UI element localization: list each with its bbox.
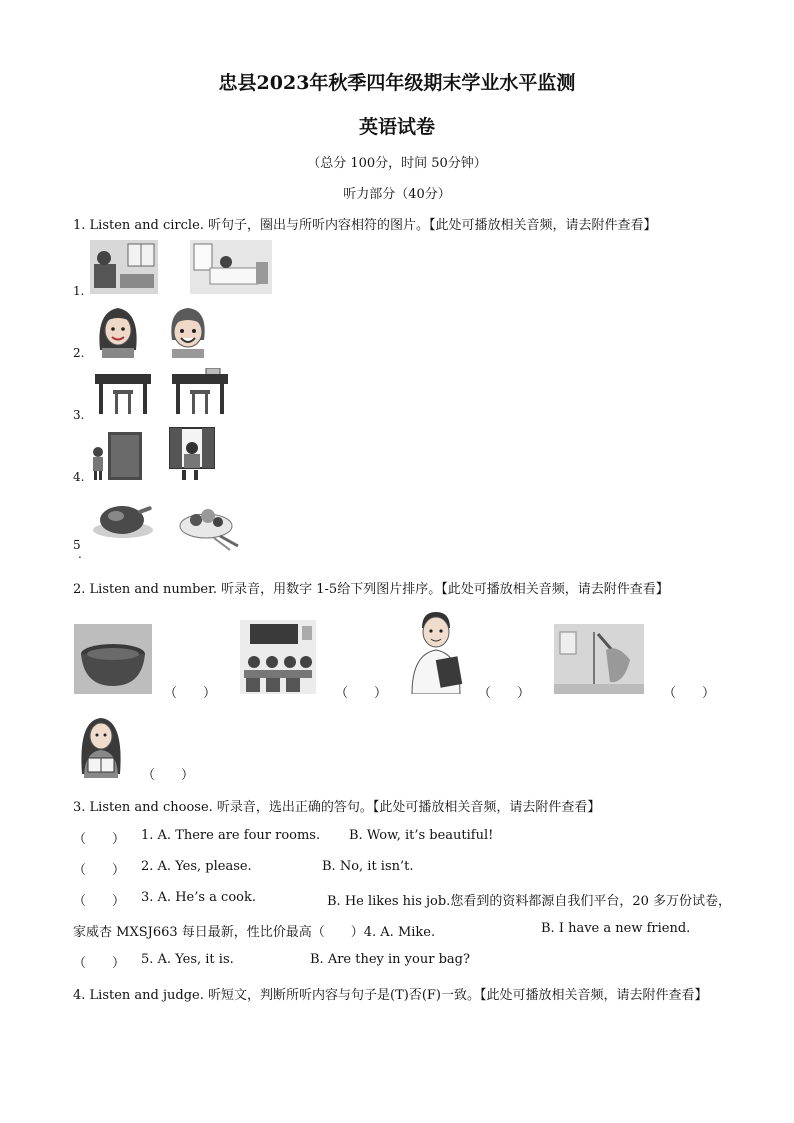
- q4-instruction: 4. Listen and judge. 听短文，判断所听内容与句子是(T)否(F)一致。【此处可播放相关音频，请去附件查看】: [73, 988, 708, 1003]
- q3-answer-blank[interactable]: （ ）: [73, 894, 126, 909]
- section-heading: 听力部分（40分）: [343, 187, 451, 202]
- q2-answer-blank[interactable]: （ ）: [478, 686, 531, 701]
- desk-and-chair-picture: [93, 370, 153, 416]
- soup-bowl-picture: [74, 624, 152, 694]
- q3-option-b: B. He likes his job.您看到的资料都源自我们平台，20 多万份试卷，: [327, 894, 731, 909]
- q3-option-b: B. Are they in your bag?: [310, 952, 470, 967]
- bedroom-picture: [190, 240, 272, 294]
- page-title: 忠县2023年秋季四年级期末学业水平监测: [218, 72, 576, 94]
- q3-answer-blank[interactable]: （ ）: [73, 832, 126, 847]
- q1-item-number: 1.: [73, 284, 85, 298]
- q2-instruction: 2. Listen and number. 听录音，用数字 1-5给下列图片排序。【此处可播放相关音频，请去附件查看】: [73, 582, 669, 597]
- q3-option-b: B. No, it isn’t.: [322, 859, 414, 874]
- q3-option-b: B. I have a new friend.: [541, 921, 691, 936]
- q2-answer-blank[interactable]: （ ）: [164, 686, 217, 701]
- q2-answer-blank[interactable]: （ ）: [663, 686, 716, 701]
- q3-option-a: 5. A. Yes, it is.: [141, 952, 234, 967]
- roast-chicken-picture: [90, 494, 156, 542]
- q3-option-b: B. Wow, it’s beautiful!: [349, 828, 494, 843]
- q2-answer-blank[interactable]: （ ）: [335, 686, 388, 701]
- score-time-info: （总分 100分，时间 50分钟）: [307, 156, 487, 171]
- page-subtitle: 英语试卷: [358, 116, 435, 138]
- living-room-picture: [90, 240, 158, 294]
- q3-answer-blank[interactable]: （ ）: [73, 956, 126, 971]
- q1-item-dot: .: [78, 547, 82, 561]
- q1-item-number: 2.: [73, 346, 85, 360]
- q1-item-number: 3.: [73, 408, 85, 422]
- q2-answer-blank[interactable]: （ ）: [142, 768, 195, 783]
- fruit-plate-picture: [176, 496, 242, 552]
- q3-instruction: 3. Listen and choose. 听录音，选出正确的答句。【此处可播放相关音频，请去附件查看】: [73, 800, 601, 815]
- boy-at-window-picture: [166, 426, 218, 482]
- q3-option-a: 2. A. Yes, please.: [141, 859, 252, 874]
- girl-reading-picture: [76, 714, 126, 780]
- desk-with-box-picture: [170, 368, 230, 416]
- q3-row4-text: 家威杏 MXSJ663 每日最新，性比价最高（ ）4. A. Mike.: [73, 925, 436, 940]
- boy-at-door-picture: [90, 430, 146, 482]
- q3-option-a: 3. A. He’s a cook.: [141, 890, 256, 905]
- q1-item-number: 5: [73, 538, 81, 552]
- girl-short-hair-picture: [162, 302, 214, 358]
- classroom-picture: [240, 620, 316, 694]
- q1-item-number: 4.: [73, 470, 85, 484]
- bathroom-picture: [554, 624, 644, 694]
- q3-option-a: 1. A. There are four rooms.: [141, 828, 321, 843]
- girl-long-hair-picture: [92, 302, 144, 358]
- q3-answer-blank[interactable]: （ ）: [73, 863, 126, 878]
- doctor-picture: [404, 608, 466, 694]
- q1-instruction: 1. Listen and circle. 听句子，圈出与所听内容相符的图片。【此处可播放相关音频，请去附件查看】: [73, 218, 657, 233]
